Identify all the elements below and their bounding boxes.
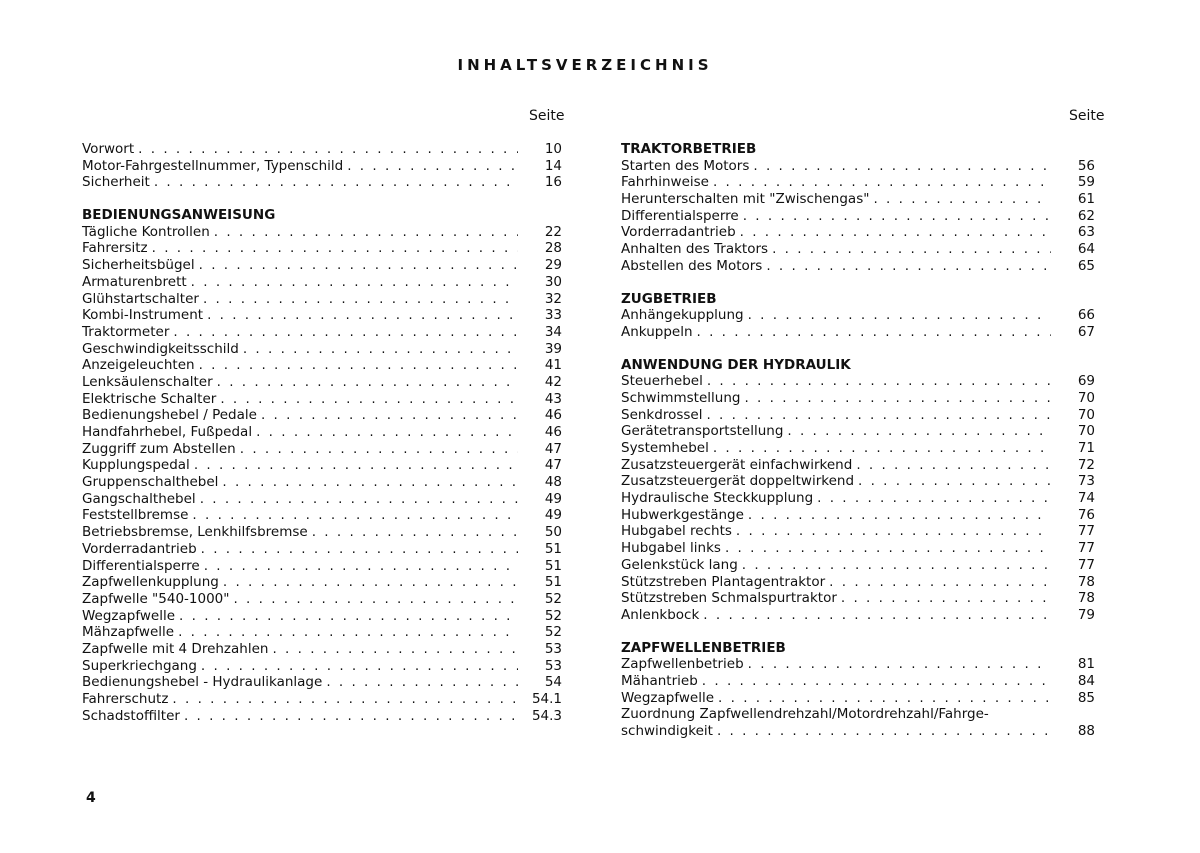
toc-section-title: ANWENDUNG DER HYDRAULIK: [621, 356, 851, 373]
toc-leader-dots: [214, 224, 518, 241]
toc-entry: [621, 590, 1095, 607]
toc-leader-dots: [706, 407, 1051, 424]
toc-leader-dots: [740, 224, 1051, 241]
toc-entry: [82, 641, 562, 658]
toc-entry-page: 51: [544, 557, 562, 574]
toc-entry-label: Wegzapfwelle: [621, 689, 715, 706]
toc-entry-page: 69: [1077, 373, 1095, 390]
toc-entry-page: 32: [544, 290, 562, 307]
toc-entry: [82, 674, 562, 691]
toc-leader-dots: [201, 658, 518, 675]
toc-entry-page: 33: [544, 307, 562, 324]
toc-leader-dots: [138, 141, 518, 158]
toc-leader-dots: [753, 158, 1051, 175]
toc-item-list: [82, 224, 562, 725]
toc-entry: [82, 507, 562, 524]
page-title: INHALTSVERZEICHNIS: [457, 56, 713, 74]
toc-entry-page: 34: [544, 323, 562, 340]
toc-entry-page: 71: [1077, 440, 1095, 456]
toc-entry: [621, 457, 1095, 474]
toc-entry-label: Sicherheitsbügel: [82, 257, 195, 274]
toc-entry-label: Feststellbremse: [82, 507, 189, 524]
toc-entry-label: Hubgabel rechts: [621, 523, 732, 540]
toc-leader-dots: [172, 691, 518, 708]
toc-leader-dots: [744, 390, 1051, 407]
toc-entry-page: 16: [544, 174, 562, 191]
toc-leader-dots: [194, 457, 518, 474]
toc-leader-dots: [204, 558, 518, 575]
toc-entry-page: 48: [544, 474, 562, 491]
toc-leader-dots: [184, 708, 518, 725]
toc-entry: [621, 607, 1095, 624]
toc-entry-label: Vorderradantrieb: [621, 224, 736, 241]
toc-entry-label: Zuordnung Zapfwellendrehzahl/Motordrehzahl/Fahrge-: [621, 706, 989, 723]
toc-leader-dots: [191, 274, 518, 291]
toc-entry-page: 66: [1077, 307, 1095, 324]
toc-entry: [82, 558, 562, 575]
toc-entry-page: 88: [1077, 723, 1095, 739]
toc-leader-dots: [347, 158, 518, 175]
toc-leader-dots: [858, 473, 1051, 490]
toc-entry: [621, 440, 1095, 457]
toc-leader-dots: [703, 607, 1051, 624]
toc-entry-label: Hubwerkgestänge: [621, 506, 744, 523]
toc-entry-page: 47: [544, 440, 562, 457]
toc-entry-label: Elektrische Schalter: [82, 390, 217, 407]
toc-entry-label: schwindigkeit: [621, 723, 713, 739]
toc-entry-page: 53: [544, 657, 562, 674]
toc-leader-dots: [817, 490, 1051, 507]
toc-entry-page: 77: [1077, 540, 1095, 557]
toc-entry-page: 30: [544, 273, 562, 290]
toc-leader-dots: [736, 523, 1051, 540]
toc-entry: [82, 658, 562, 675]
toc-leader-dots: [743, 208, 1051, 225]
toc-entry-page: 29: [544, 257, 562, 274]
toc-entry-page: 52: [544, 607, 562, 624]
toc-entry: [82, 224, 562, 241]
toc-leader-dots: [178, 624, 518, 641]
toc-entry-page: 59: [1077, 174, 1095, 191]
toc-entry-page: 51: [544, 540, 562, 557]
toc-entry-label: Tägliche Kontrollen: [82, 223, 210, 240]
toc-entry-label: Schadstoffilter: [82, 707, 180, 724]
toc-entry-label: Zuggriff zum Abstellen: [82, 440, 236, 457]
toc-entry-label: Stützstreben Schmalspurtraktor: [621, 590, 837, 607]
toc-entry: [621, 507, 1095, 524]
toc-entry: [621, 723, 1095, 740]
toc-leader-dots: [203, 291, 518, 308]
toc-entry: [82, 574, 562, 591]
toc-entry: [621, 557, 1095, 574]
toc-entry-page: 51: [544, 574, 562, 591]
toc-leader-dots: [748, 656, 1051, 673]
toc-entry-page: 56: [1077, 157, 1095, 174]
toc-entry-label: Kombi-Instrument: [82, 307, 204, 324]
toc-entry: [621, 208, 1095, 225]
toc-left-column: [82, 141, 562, 724]
toc-entry: [82, 441, 562, 458]
toc-entry-label: Mähzapfwelle: [82, 624, 175, 641]
toc-entry-page: 50: [544, 524, 562, 541]
toc-entry: [621, 490, 1095, 507]
toc-leader-dots: [713, 440, 1051, 457]
toc-entry: [621, 241, 1095, 258]
toc-entry-label: Zapfwelle mit 4 Drehzahlen: [82, 640, 269, 657]
toc-entry: [82, 291, 562, 308]
toc-entry: [621, 656, 1095, 673]
toc-leader-dots: [725, 540, 1051, 557]
toc-leader-dots: [243, 341, 518, 358]
toc-entry: [621, 673, 1095, 690]
toc-entry-label: Geschwindigkeitsschild: [82, 340, 239, 357]
toc-entry: [82, 407, 562, 424]
toc-entry: [82, 324, 562, 341]
toc-entry: [82, 274, 562, 291]
toc-entry-page: 53: [544, 640, 562, 657]
toc-entry-page: 70: [1077, 423, 1095, 440]
toc-entry-page: 47: [544, 457, 562, 474]
toc-leader-dots: [240, 441, 518, 458]
toc-entry-page: 64: [1077, 241, 1095, 258]
toc-leader-dots: [222, 474, 518, 491]
toc-entry-page: 70: [1077, 389, 1095, 406]
toc-entry-label: Stützstreben Plantagentraktor: [621, 573, 826, 590]
toc-leader-dots: [312, 524, 518, 541]
toc-leader-dots: [256, 424, 518, 441]
toc-entry-page: 42: [544, 373, 562, 390]
toc-entry-label: Herunterschalten mit "Zwischengas": [621, 191, 870, 208]
toc-entry-label: Gerätetransportstellung: [621, 423, 784, 440]
toc-entry-label: Vorwort: [82, 141, 135, 157]
toc-leader-dots: [200, 491, 518, 508]
toc-leader-dots: [713, 174, 1051, 191]
toc-entry: [621, 423, 1095, 440]
toc-entry: [621, 174, 1095, 191]
toc-sections: [621, 141, 1095, 740]
toc-entry-label: Motor-Fahrgestellnummer, Typenschild: [82, 157, 344, 174]
toc-entry-label: Anlenkbock: [621, 606, 700, 623]
toc-entry-page: 49: [544, 490, 562, 507]
toc-leader-dots: [179, 608, 518, 625]
toc-entry-label: Fahrersitz: [82, 240, 148, 257]
toc-entry-label: Anzeigeleuchten: [82, 357, 195, 374]
toc-entry-label: Gangschalthebel: [82, 490, 196, 507]
toc-right-column: [621, 141, 1095, 740]
toc-entry-page: 46: [544, 407, 562, 424]
toc-leader-dots: [748, 307, 1051, 324]
toc-entry-page: 52: [544, 590, 562, 607]
toc-entry: [82, 691, 562, 708]
toc-entry-label: Mähantrieb: [621, 672, 698, 689]
toc-entry-page: 84: [1077, 672, 1095, 689]
toc-entry: [82, 174, 562, 191]
toc-entry-page: 78: [1077, 573, 1095, 590]
toc-entry: [82, 708, 562, 725]
toc-leader-dots: [829, 574, 1051, 591]
toc-leader-dots: [742, 557, 1051, 574]
toc-entry: [82, 391, 562, 408]
toc-entry-page: 73: [1077, 473, 1095, 490]
toc-entry: [82, 257, 562, 274]
toc-leader-dots: [718, 690, 1051, 707]
toc-entry-label: Hydraulische Steckkupplung: [621, 490, 814, 507]
toc-leader-dots: [199, 357, 518, 374]
toc-entry-page: 61: [1077, 191, 1095, 208]
toc-leader-dots: [207, 307, 518, 324]
toc-entry: [621, 540, 1095, 557]
toc-entry-label: Lenksäulenschalter: [82, 373, 213, 390]
toc-entry-label: Glühstartschalter: [82, 290, 199, 307]
toc-entry-page: 74: [1077, 490, 1095, 507]
toc-entry: [621, 373, 1095, 390]
toc-section-title: TRAKTORBETRIEB: [621, 141, 757, 157]
toc-entry: [621, 258, 1095, 275]
toc-entry-label: Abstellen des Motors: [621, 257, 763, 274]
toc-entry: [82, 474, 562, 491]
toc-entry-page: 81: [1077, 656, 1095, 673]
toc-leader-dots: [787, 423, 1051, 440]
toc-entry-label: Zapfwellenbetrieb: [621, 656, 744, 673]
seite-label-left: Seite: [529, 108, 565, 124]
toc-entry: [82, 307, 562, 324]
toc-leader-dots: [154, 174, 518, 191]
toc-leader-dots: [220, 391, 518, 408]
toc-entry-label: Zusatzsteuergerät doppeltwirkend: [621, 473, 855, 490]
toc-entry-label: Armaturenbrett: [82, 273, 187, 290]
toc-leader-dots: [873, 191, 1051, 208]
toc-leader-dots: [261, 407, 518, 424]
toc-entry-label: Fahrhinweise: [621, 174, 709, 191]
toc-entry-page: 85: [1077, 689, 1095, 706]
toc-entry: [621, 690, 1095, 707]
toc-entry-page: 77: [1077, 523, 1095, 540]
toc-section-title: ZUGBETRIEB: [621, 290, 717, 307]
toc-leader-dots: [201, 541, 518, 558]
toc-leader-dots: [841, 590, 1051, 607]
toc-entry: [621, 324, 1095, 341]
toc-entry-page: 76: [1077, 506, 1095, 523]
toc-entry-wrapped-line: [621, 706, 1095, 723]
toc-entry-label: Zapfwellenkupplung: [82, 574, 219, 591]
toc-entry-label: Starten des Motors: [621, 157, 750, 174]
toc-entry-label: Wegzapfwelle: [82, 607, 176, 624]
toc-leader-dots: [702, 673, 1051, 690]
toc-entry: [82, 624, 562, 641]
toc-entry-label: Zapfwelle "540-1000": [82, 590, 230, 607]
toc-entry: [621, 307, 1095, 324]
toc-entry-page: 77: [1077, 556, 1095, 573]
toc-entry-label: Superkriechgang: [82, 657, 197, 674]
toc-entry-page: 52: [544, 624, 562, 641]
toc-leader-dots: [152, 240, 518, 257]
toc-entry-label: Gelenkstück lang: [621, 556, 738, 573]
seite-label-right: Seite: [1069, 108, 1105, 124]
toc-entry-label: Senkdrossel: [621, 406, 703, 423]
toc-entry: [82, 541, 562, 558]
toc-entry-page: 46: [544, 424, 562, 440]
toc-entry: [621, 407, 1095, 424]
toc-entry-page: 49: [544, 507, 562, 524]
toc-entry: [621, 224, 1095, 241]
toc-leader-dots: [223, 574, 518, 591]
toc-leader-dots: [856, 457, 1051, 474]
toc-entry-page: 67: [1077, 323, 1095, 340]
toc-leader-dots: [233, 591, 518, 608]
toc-entry-page: 22: [544, 223, 562, 240]
toc-leader-dots: [173, 324, 518, 341]
toc-leader-dots: [272, 641, 518, 658]
toc-entry: [621, 574, 1095, 591]
toc-leader-dots: [717, 723, 1051, 740]
toc-entry-page: 65: [1077, 257, 1095, 274]
toc-leader-dots: [192, 507, 518, 524]
toc-entry: [82, 240, 562, 257]
toc-entry-label: Anhalten des Traktors: [621, 241, 769, 258]
toc-leader-dots: [707, 373, 1051, 390]
toc-entry: [621, 191, 1095, 208]
toc-intro-list: [82, 141, 562, 191]
toc-entry-page: 62: [1077, 207, 1095, 224]
toc-entry: [621, 523, 1095, 540]
toc-entry-label: Differentialsperre: [621, 207, 739, 224]
toc-entry: [82, 341, 562, 358]
toc-entry: [621, 473, 1095, 490]
toc-entry-label: Sicherheit: [82, 174, 150, 191]
toc-entry: [82, 591, 562, 608]
toc-leader-dots: [217, 374, 518, 391]
toc-entry-label: Ankuppeln: [621, 323, 693, 340]
toc-entry-page: 28: [544, 240, 562, 257]
page-number: 4: [86, 790, 96, 806]
toc-entry-label: Kupplungspedal: [82, 457, 190, 474]
toc-entry: [82, 374, 562, 391]
toc-leader-dots: [199, 257, 518, 274]
toc-entry-label: Differentialsperre: [82, 557, 200, 574]
toc-entry-page: 39: [544, 340, 562, 357]
toc-entry-page: 43: [544, 390, 562, 407]
toc-entry-page: 14: [544, 157, 562, 174]
toc-entry-label: Steuerhebel: [621, 373, 703, 390]
toc-entry-label: Bedienungshebel / Pedale: [82, 407, 257, 424]
toc-entry-page: 63: [1077, 224, 1095, 241]
toc-entry: [621, 390, 1095, 407]
toc-entry: [621, 158, 1095, 175]
toc-entry-page: 41: [544, 357, 562, 374]
toc-entry: [82, 357, 562, 374]
toc-entry: [82, 141, 562, 158]
toc-leader-dots: [748, 507, 1051, 524]
toc-entry: [82, 608, 562, 625]
toc-leader-dots: [697, 324, 1051, 341]
toc-entry: [82, 524, 562, 541]
toc-entry-label: Gruppenschalthebel: [82, 474, 219, 491]
toc-entry-page: 54: [544, 674, 562, 691]
toc-entry-page: 10: [544, 141, 562, 157]
toc-entry-label: Schwimmstellung: [621, 389, 741, 406]
toc-entry-label: Bedienungshebel - Hydraulikanlage: [82, 674, 323, 691]
toc-entry-label: Vorderradantrieb: [82, 540, 197, 557]
toc-entry: [82, 457, 562, 474]
toc-entry: [82, 424, 562, 441]
toc-entry-page: 70: [1077, 406, 1095, 423]
toc-entry-label: Systemhebel: [621, 440, 709, 456]
toc-entry-page: 78: [1077, 590, 1095, 607]
toc-entry-label: Betriebsbremse, Lenkhilfsbremse: [82, 524, 308, 541]
toc-entry-page: 72: [1077, 456, 1095, 473]
toc-entry-label: Traktormeter: [82, 323, 170, 340]
toc-entry-label: Anhängekupplung: [621, 307, 744, 324]
toc-entry: [82, 158, 562, 175]
toc-leader-dots: [772, 241, 1051, 258]
toc-section-title: ZAPFWELLENBETRIEB: [621, 639, 786, 656]
toc-leader-dots: [766, 258, 1051, 275]
toc-entry-label: Zusatzsteuergerät einfachwirkend: [621, 456, 853, 473]
toc-entry-page: 54.1: [531, 691, 562, 707]
toc-entry-page: 79: [1077, 606, 1095, 623]
toc-section-title: BEDIENUNGSANWEISUNG: [82, 207, 276, 224]
toc-entry-label: Handfahrhebel, Fußpedal: [82, 424, 253, 440]
toc-entry-label: Hubgabel links: [621, 540, 721, 557]
toc-entry: [82, 491, 562, 508]
toc-entry-label: Fahrerschutz: [82, 691, 169, 707]
toc-entry-page: 54.3: [531, 707, 562, 724]
toc-leader-dots: [326, 674, 518, 691]
